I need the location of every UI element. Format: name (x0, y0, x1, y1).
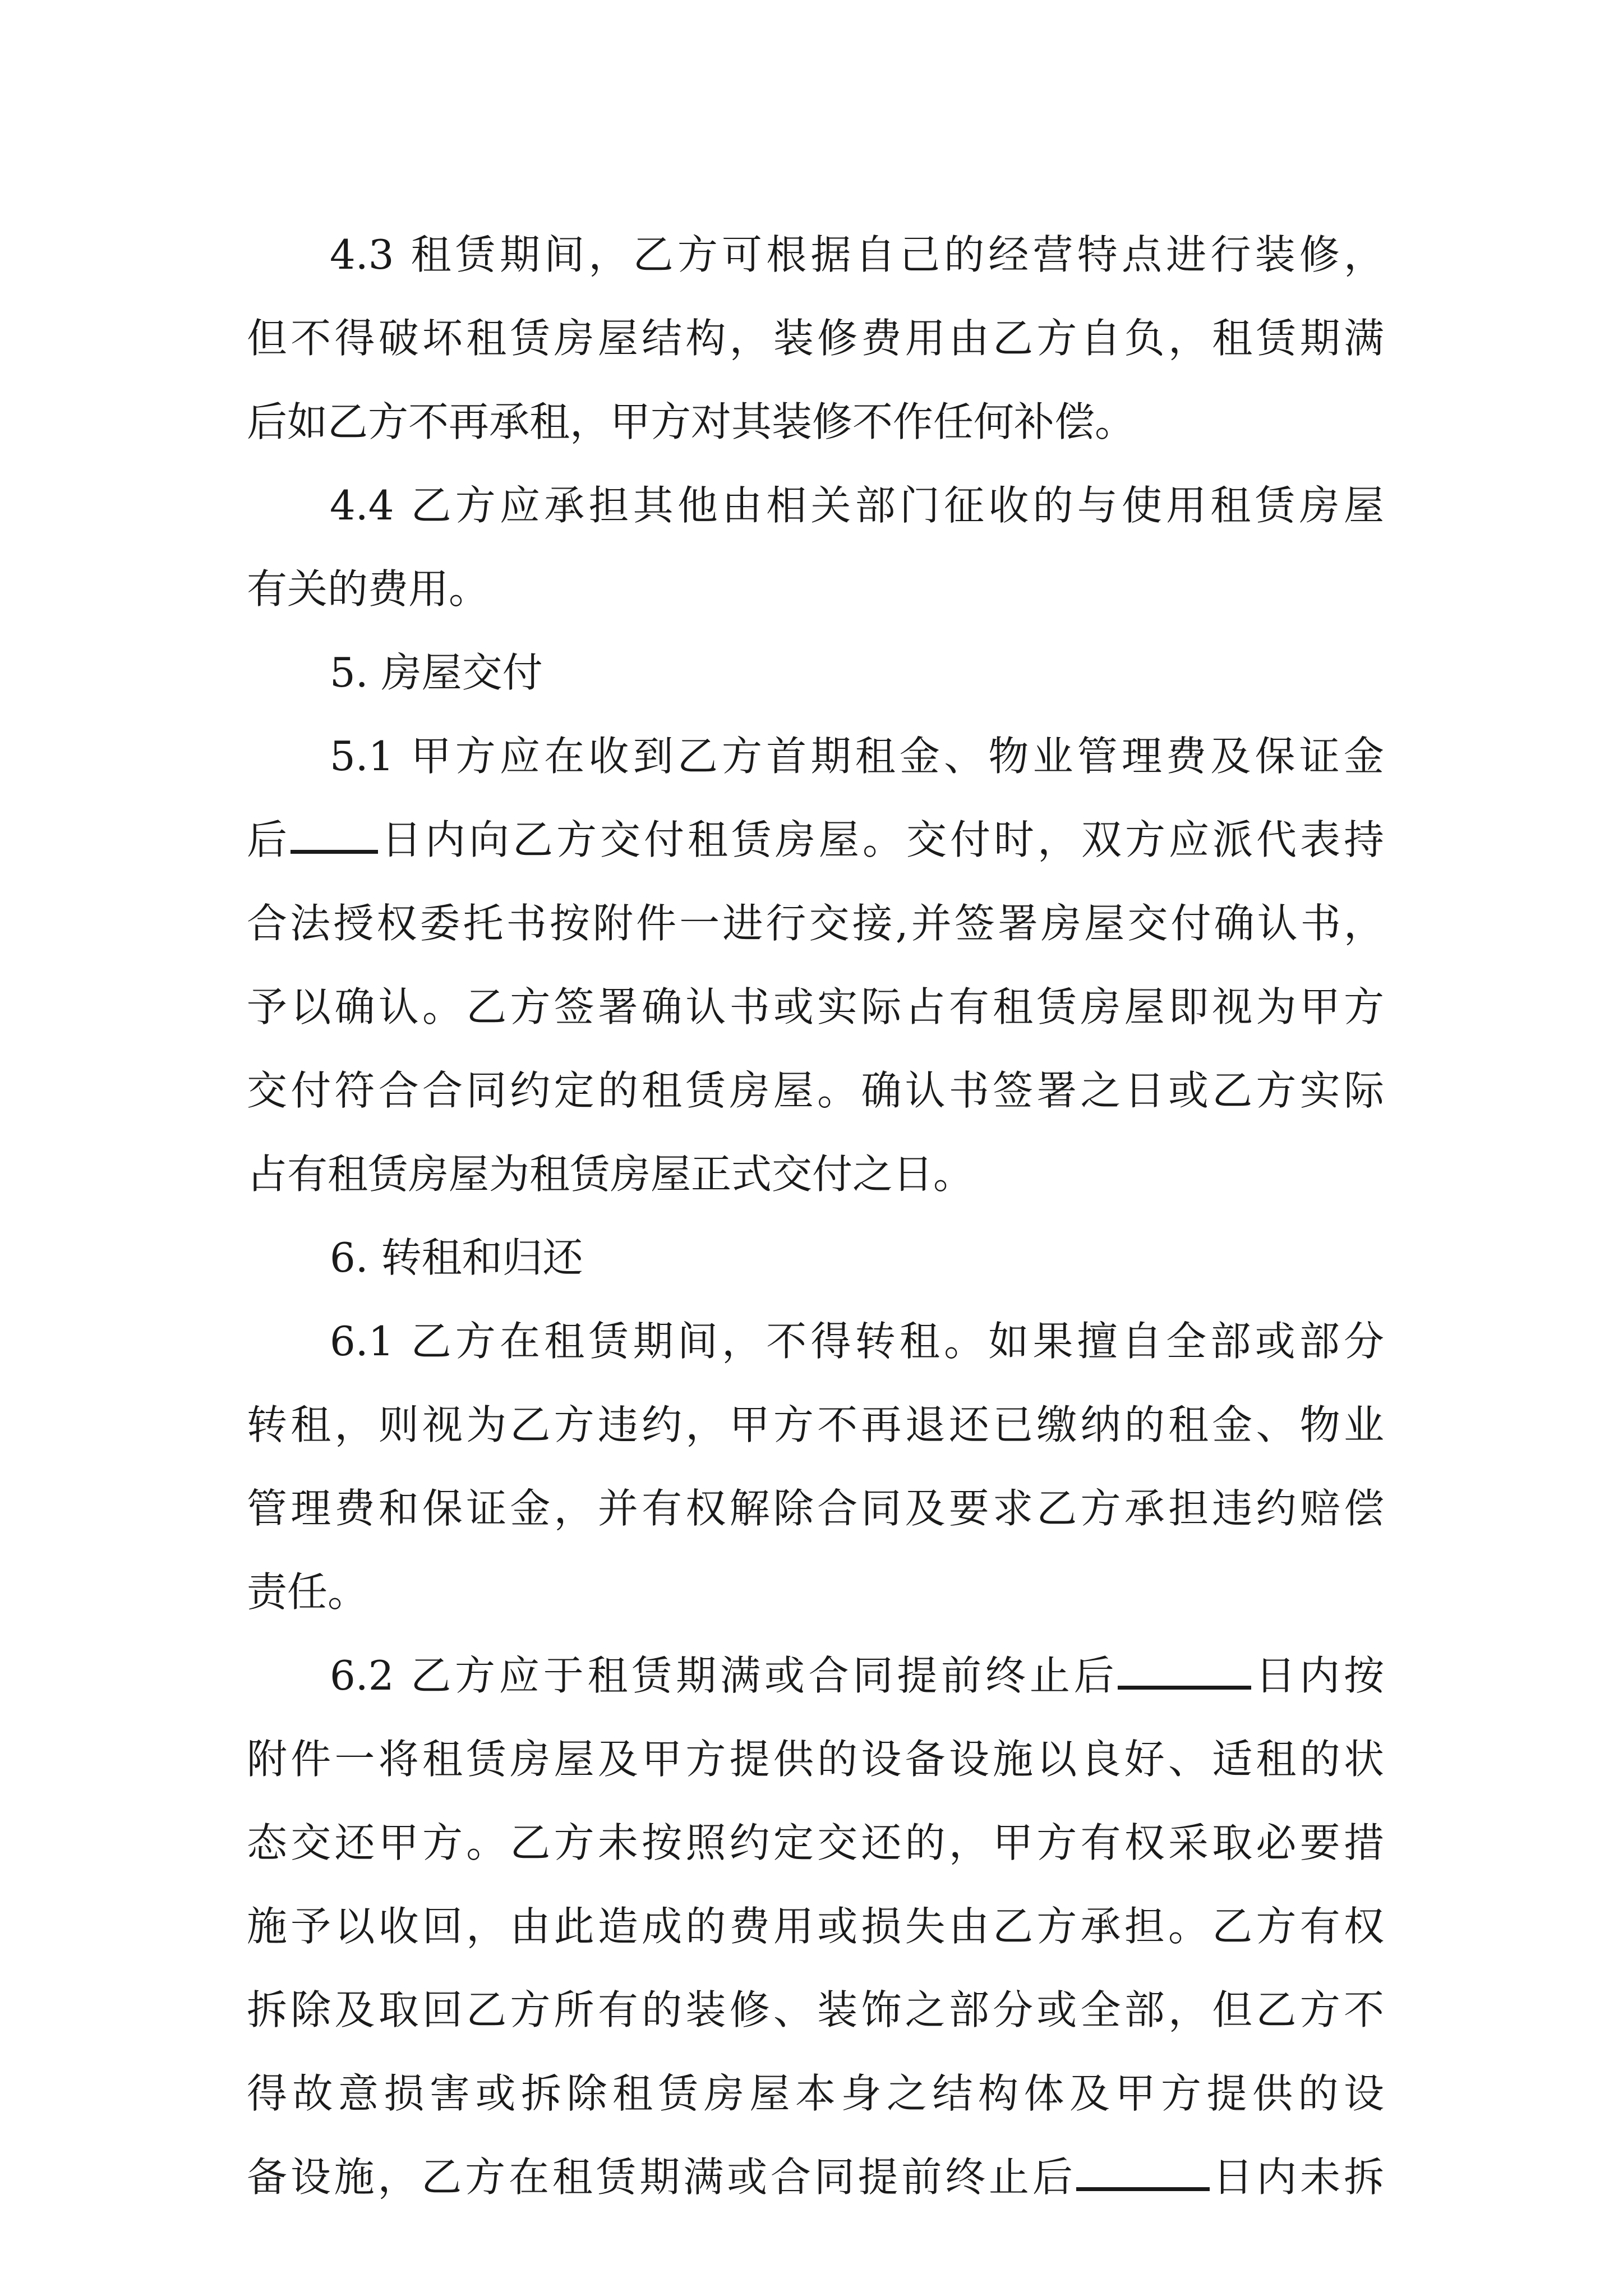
text-line: 但不得破坏租赁房屋结构，装修费用由乙方自负，租赁期满 (247, 315, 1384, 362)
text-line: 拆除及取回乙方所有的装修、装饰之部分或全部，但乙方不 (247, 1986, 1384, 2033)
text-line: 得故意损害或拆除租赁房屋本身之结构体及甲方提供的设 (247, 2070, 1384, 2117)
text-segment: 日内未拆 (1209, 2154, 1384, 2201)
text-line: 6.1 乙方在租赁期间，不得转租。如果擅自全部或部分 (330, 1318, 1384, 1365)
section-heading: 5. 房屋交付 (330, 649, 543, 696)
fill-in-blank (291, 818, 378, 854)
text-line: 施予以收回，由此造成的费用或损失由乙方承担。乙方有权 (247, 1903, 1384, 1950)
text-line (247, 798, 1384, 882)
fill-in-blank (1076, 2156, 1210, 2191)
text-line: 责任。 (247, 1568, 368, 1616)
section-heading: 6. 转租和归还 (330, 1234, 583, 1281)
text-line: 占有租赁房屋为租赁房屋正式交付之日。 (247, 1151, 974, 1198)
text-line: 4.3 租赁期间，乙方可根据自己的经营特点进行装修， (330, 231, 1384, 278)
text-line: 管理费和保证金，并有权解除合同及要求乙方承担违约赔偿 (247, 1485, 1384, 1532)
text-segment: 备设施，乙方在租赁期满或合同提前终止后 (247, 2154, 1076, 2201)
text-line: 后如乙方不再承租，甲方对其装修不作任何补偿。 (247, 398, 1136, 445)
fill-in-blank (1118, 1654, 1251, 1690)
text-line: 态交还甲方。乙方未按照约定交还的，甲方有权采取必要措 (247, 1819, 1384, 1866)
text-segment: 6.2 乙方应于租赁期满或合同提前终止后 (330, 1652, 1118, 1699)
text-line: 附件一将租赁房屋及甲方提供的设备设施以良好、适租的状 (247, 1736, 1384, 1783)
text-line: 有关的费用。 (247, 565, 490, 613)
text-line (247, 2136, 1384, 2219)
text-segment: 日内按 (1251, 1652, 1384, 1699)
text-segment: 后 (247, 816, 291, 863)
text-line: 4.4 乙方应承担其他由相关部门征收的与使用租赁房屋 (330, 482, 1384, 529)
document-body (247, 213, 1384, 2219)
text-line (247, 1634, 1384, 1718)
text-line: 交付符合合同约定的租赁房屋。确认书签署之日或乙方实际 (247, 1067, 1384, 1114)
text-line: 5.1 甲方应在收到乙方首期租金、物业管理费及保证金 (330, 733, 1384, 780)
text-line: 合法授权委托书按附件一进行交接,并签署房屋交付确认书， (247, 900, 1384, 947)
text-segment: 日内向乙方交付租赁房屋。交付时，双方应派代表持 (378, 816, 1384, 863)
text-line: 予以确认。乙方签署确认书或实际占有租赁房屋即视为甲方 (247, 983, 1384, 1030)
text-line: 转租，则视为乙方违约，甲方不再退还已缴纳的租金、物业 (247, 1401, 1384, 1448)
